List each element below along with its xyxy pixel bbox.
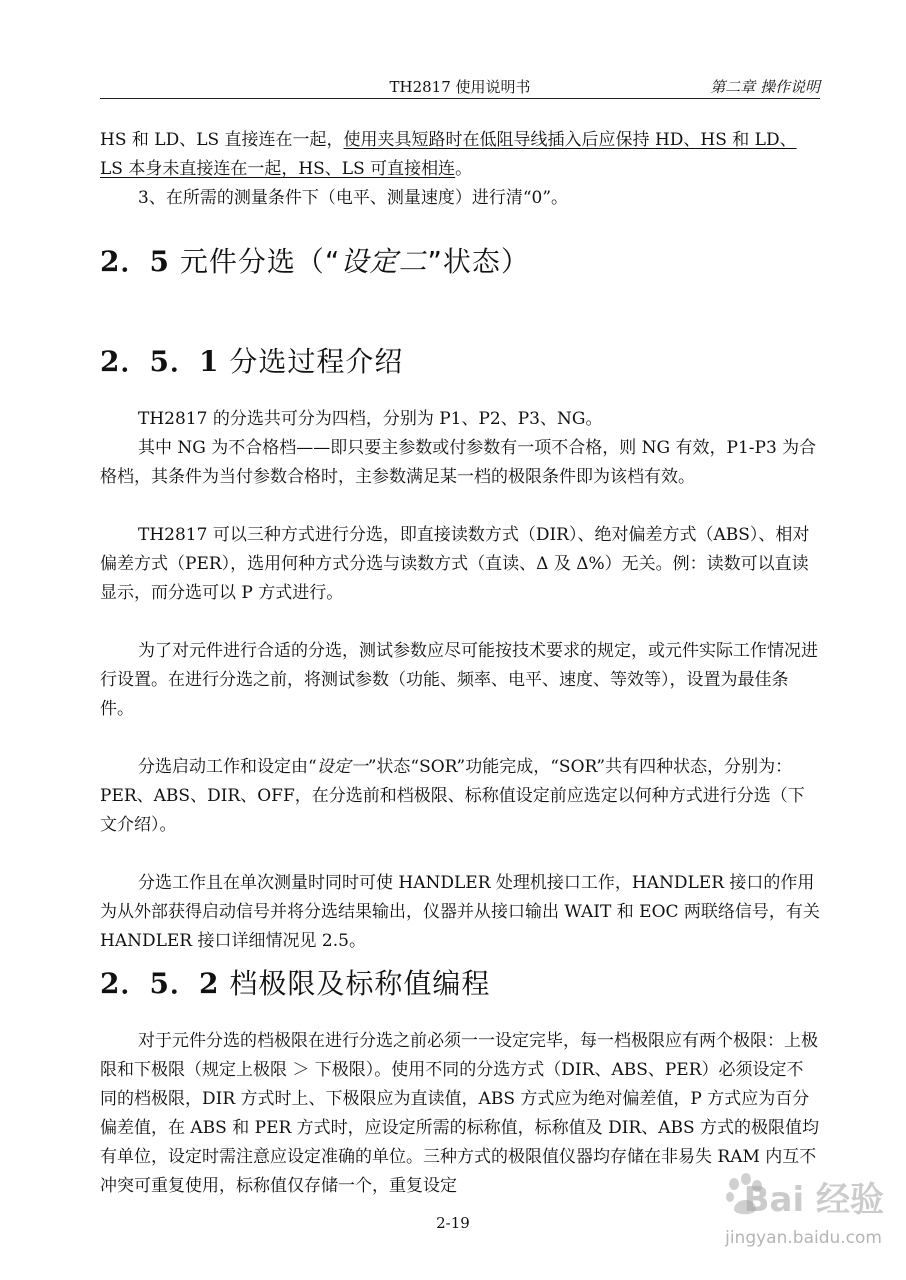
paragraph-6: 分选工作且在单次测量时同时可使 HANDLER 处理机接口工作，HANDLER 接口的作用为从外部获得启动信号并将分选结果输出，仪器并从接口输出 WAIT 和 EOC 两联络信号，有关 HANDLER 接口详细情况见 2.5。 — [100, 873, 820, 951]
section-2-5-2-heading — [100, 962, 490, 1002]
intro-end: 。 — [455, 159, 473, 179]
section-number: 2．5．2 — [100, 967, 220, 1000]
section-2-5-1-heading — [100, 340, 403, 380]
p5-a: 分选启动工作和设定由“ — [138, 757, 317, 777]
section-2-5-heading — [100, 240, 530, 280]
paragraph-5 — [100, 753, 820, 840]
section-number: 2．5 — [100, 245, 170, 278]
section-title: 档极限及标称值编程 — [229, 967, 491, 1000]
p5-em: 设定一 — [316, 757, 368, 777]
section-2-5-1-body — [100, 405, 820, 956]
header-title: TH2817 使用说明书 — [389, 78, 531, 96]
section-number: 2．5．1 — [100, 345, 220, 378]
page-header — [100, 76, 820, 99]
page-number: 2-19 — [436, 1214, 470, 1232]
paragraph-3: TH2817 可以三种方式进行分选，即直接读数方式（DIR）、绝对偏差方式（ABS）、相对偏差方式（PER），选用何种方式分选与读数方式（直读、Δ 及 Δ%）无关。例：读数可以直读显示，而分选可以 P 方式进行。 — [100, 525, 810, 603]
watermark-logo: Bai 经验 — [743, 1180, 884, 1220]
watermark-url: jingyan.baidu.com — [725, 1228, 882, 1248]
paragraph-4: 为了对元件进行合适的分选，测试参数应尽可能按技术要求的规定，或元件实际工作情况进行设置。在进行分选之前，将测试参数（功能、频率、电平、速度、等效等），设置为最佳条件。 — [100, 641, 818, 719]
section-title-a: 元件分选（“ — [179, 245, 341, 278]
intro-text: HS 和 LD、LS 直接连在一起， — [100, 130, 344, 150]
baidu-watermark — [654, 1172, 894, 1272]
underlined-text-2: LS 本身未直接连在一起，HS、LS 可直接相连 — [100, 159, 456, 179]
section-title-b: ”状态） — [427, 245, 530, 278]
header-chapter: 第二章 操作说明 — [710, 78, 820, 96]
intro-paragraph — [100, 126, 820, 184]
paragraph-1: TH2817 的分选共可分为四档，分别为 P1、P2、P3、NG。 — [138, 409, 603, 429]
paragraph-2: 其中 NG 为不合格档——即只要主参数或付参数有一项不合格，则 NG 有效，P1-P3 为合格档，其条件为当付参数合格时，主参数满足某一档的极限条件即为该档有效。 — [100, 438, 817, 487]
paragraph-1: 对于元件分选的档极限在进行分选之前必须一一设定完毕，每一档极限应有两个极限：上极限和下极限（规定上极限 ＞ 下极限）。使用不同的分选方式（DIR、ABS、PER）必须设定不同的档极限，DIR 方式时上、下极限应为直读值，ABS 方式应为绝对偏差值，P 方式应为百分偏差值，在 ABS 和 PER 方式时，应设定所需的标称值，标称值及 DIR、ABS 方式的极限值均有单位，设定时需注意应设定准确的单位。三种方式的极限值仪器均存储在非易失 RAM 内互不冲突可重复使用，标称值仅存储一个，重复设定 — [100, 1031, 820, 1196]
underlined-text: 使用夹具短路时在低阻导线插入后应保持 HD、HS 和 LD、 — [343, 130, 797, 150]
section-title: 分选过程介绍 — [229, 345, 404, 378]
section-title-em: 设定二 — [340, 245, 428, 278]
step-3: 3、在所需的测量条件下（电平、测量速度）进行清“0”。 — [138, 188, 569, 208]
intro-block — [100, 126, 820, 213]
p5-b: ”状态“SOR”功能完成，“SOR”共有四种状态，分别为： PER、ABS、DIR、OFF，在分选前和档极限、标称值设定前应选定以何种方式进行分选（下文介绍）。 — [100, 757, 805, 835]
